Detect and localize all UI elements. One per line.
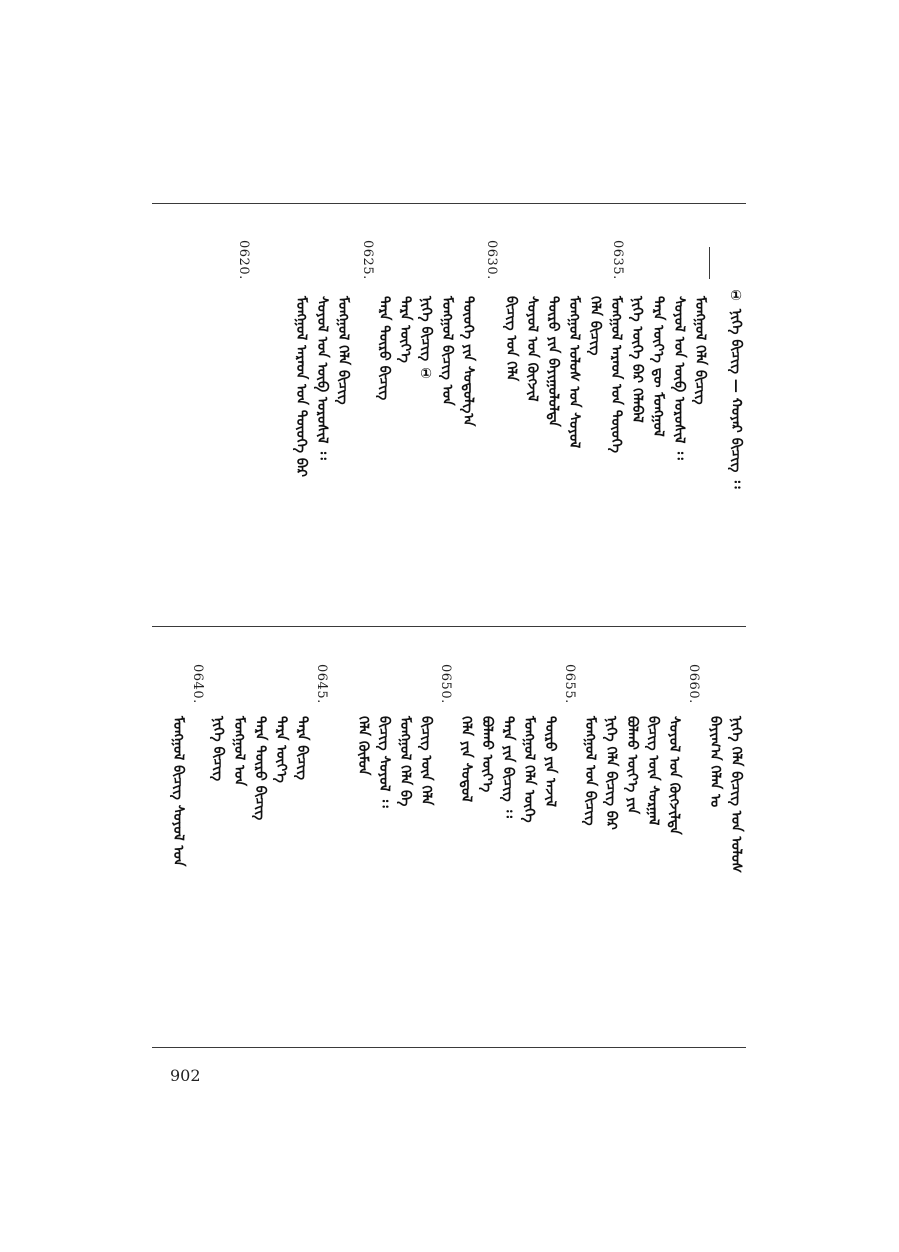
line-number: 0650.: [438, 664, 453, 704]
text-column: ᠪᠢᠴᠢᠭ ᠰᠣᠶᠣᠯ ᠄᠄: [376, 716, 392, 808]
text-column: ᠲᠡᠷᠡ ᠦᠶ᠎ᠡ: [273, 716, 289, 783]
bottom-rule: [152, 1047, 746, 1048]
text-column: ᠨᠢᠭᠡ ᠦᠭᠡ ᠪᠡᠷ ᠬᠡᠯᠡᠪᠡᠯ: [629, 296, 645, 423]
line-number: 0635.: [610, 240, 625, 280]
text-column: ᠮᠣᠩᠭᠣᠯ ᠪᠢᠴᠢᠭ ᠰᠣᠶᠣᠯ ᠤᠨ: [170, 716, 186, 867]
text-column: ᠲᠡᠷᠡ ᠲᠦᠷᠦ ᠪᠢᠴᠢᠭ: [252, 716, 268, 821]
footnote-marker: ①: [728, 288, 744, 304]
text-column: ᠲᠦᠷᠦ ᠶᠢᠨ ᠠᠵᠢᠯ: [542, 716, 558, 807]
text-column: ᠮᠣᠩᠭᠣᠯ ᠠᠷᠠᠳ ᠤᠨ ᠲᠦᠦᠬᠡ ᠪᠠᠷ: [293, 296, 309, 477]
text-column: ᠲᠡᠷᠡ ᠦᠶ᠎ᠡ: [397, 296, 413, 363]
text-column: ᠲᠡᠷᠡ ᠦᠶ᠎ᠡ ᠳᠦ ᠮᠣᠩᠭᠣᠯ: [650, 296, 666, 437]
text-column: ᠬᠡᠯᠡ ᠬᠦᠮᠦᠨ: [355, 716, 371, 776]
text-column: ᠬᠡᠯᠡ ᠪᠢᠴᠢᠭ: [587, 296, 603, 356]
line-number: 0645.: [314, 664, 329, 704]
text-column: ᠮᠣᠩᠭᠣᠯ ᠤᠨ: [231, 716, 247, 787]
text-column: ᠰᠣᠶᠣᠯ ᠤᠨ ᠬᠥᠭᠵᠢᠯ: [524, 296, 540, 402]
text-column: ᠨᠢᠭᠡ ᠪᠢᠴᠢᠭ: [210, 716, 226, 782]
text-column: ᠮᠣᠩᠭᠣᠯ ᠬᠡᠯᠡ ᠦᠭᠡ: [521, 716, 537, 823]
text-column: ᠮᠣᠩᠭᠣᠯ ᠠᠷᠠᠳ ᠤᠨ ᠲᠦᠦᠬᠡ: [608, 296, 624, 454]
footnote-text: [724, 288, 744, 489]
page-number: 902: [170, 1066, 201, 1085]
footnote-divider: [709, 247, 710, 279]
text-column: ᠰᠣᠶᠣᠯ ᠤᠨ ᠦᠪ ᠣᠷᠣᠰᠢᠯ ᠄᠄: [314, 296, 330, 460]
text-column: ᠲᠡᠷᠡ ᠲᠦᠷᠦ ᠪᠢᠴᠢᠭ: [376, 296, 392, 401]
top-rule: [152, 203, 746, 204]
text-column: ᠮᠣᠩᠭᠣᠯ ᠤᠯᠤᠰ ᠤᠨ ᠰᠣᠶᠣᠯ: [566, 296, 582, 449]
line-number: 0640.: [190, 664, 205, 704]
footnote-body: ᠨᠢᠭᠡ ᠪᠢᠴᠢᠭ — ᠬᠣᠶᠠᠷ ᠪᠢᠴᠢᠭ ᠄᠄: [728, 308, 744, 489]
text-column: ᠲᠦᠦᠬᠡ ᠶᠢᠨ ᠰᠤᠳᠤᠯᠭ᠎ᠠ: [460, 296, 476, 427]
text-column: ᠨᠢᠭᠡ ᠬᠡᠯᠡ ᠪᠢᠴᠢᠭ ᠪᠡᠷ: [603, 716, 619, 830]
text-column: ᠪᠣᠯᠬᠣ ᠦᠶ᠎ᠡ ᠶᠢᠨ: [624, 716, 640, 815]
line-number: 0625.: [360, 240, 375, 280]
text-column: ᠲᠡᠷᠡ ᠶᠢᠨ ᠪᠢᠴᠢᠭ ᠄᠄: [500, 716, 516, 818]
text-column: ᠰᠣᠶᠣᠯ ᠤᠨ ᠦᠪ ᠣᠷᠣᠰᠢᠯ ᠄᠄: [671, 296, 687, 460]
line-number: 0660.: [686, 664, 701, 704]
text-column: ᠪᠣᠯᠬᠣ ᠦᠶ᠎ᠡ: [479, 716, 495, 793]
line-number: 0620.: [236, 240, 251, 280]
text-column: ᠲᠦᠷᠦ ᠶᠢᠨ ᠪᠠᠶᠢᠭᠤᠯᠤᠯᠲᠠ: [545, 296, 561, 427]
text-column: ᠮᠣᠩᠭᠣᠯ ᠬᠡᠯᠡ ᠪᠠ: [397, 716, 413, 807]
text-column: ᠪᠢᠴᠢᠭ᠌ ᠦᠨ ᠰᠤᠷᠭᠠᠯ: [645, 716, 661, 826]
text-column: ᠪᠢᠴᠢᠭ ᠤᠨ ᠬᠡᠯᠡ: [503, 296, 519, 382]
text-column: ᠲᠡᠷᠡ ᠪᠢᠴᠢᠭ: [294, 716, 310, 780]
text-column: ᠬᠡᠯᠡ ᠶᠢᠨ ᠰᠤᠳᠤᠯ: [458, 716, 474, 803]
text-column: ᠨᠢᠭᠡ ᠪᠢᠴᠢᠭ ①: [418, 296, 434, 382]
text-column: ᠨᠢᠭᠡ ᠬᠡᠯᠡ ᠪᠢᠴᠢᠭ ᠤᠨ ᠤᠯᠤᠰ: [728, 716, 744, 874]
text-column: ᠪᠠᠶᠢᠭ᠎ᠠ ᠬᠡᠯᠡᠨ ᠤ: [707, 716, 723, 808]
text-column: ᠮᠣᠩᠭᠣᠯ ᠤᠨ ᠪᠢᠴᠢᠭ: [582, 716, 598, 826]
middle-rule: [152, 626, 746, 627]
text-column: ᠪᠢᠴᠢᠭ᠌ ᠦᠨ ᠬᠡᠯᠡ: [418, 716, 434, 806]
text-column: ᠮᠣᠩᠭᠣᠯ ᠪᠢᠴᠢᠭ ᠤᠨ: [439, 296, 455, 406]
text-column: ᠮᠣᠩᠭᠣᠯ ᠬᠡᠯᠡ ᠪᠢᠴᠢᠭ: [692, 296, 708, 405]
line-number: 0655.: [562, 664, 577, 704]
text-column: ᠮᠣᠩᠭᠣᠯ ᠬᠡᠯᠡ ᠪᠢᠴᠢᠭ: [335, 296, 351, 405]
text-column: ᠰᠣᠶᠣᠯ ᠤᠨ ᠬᠥᠭᠵᠢᠯᠲᠡ: [666, 716, 682, 835]
line-number: 0630.: [484, 240, 499, 280]
